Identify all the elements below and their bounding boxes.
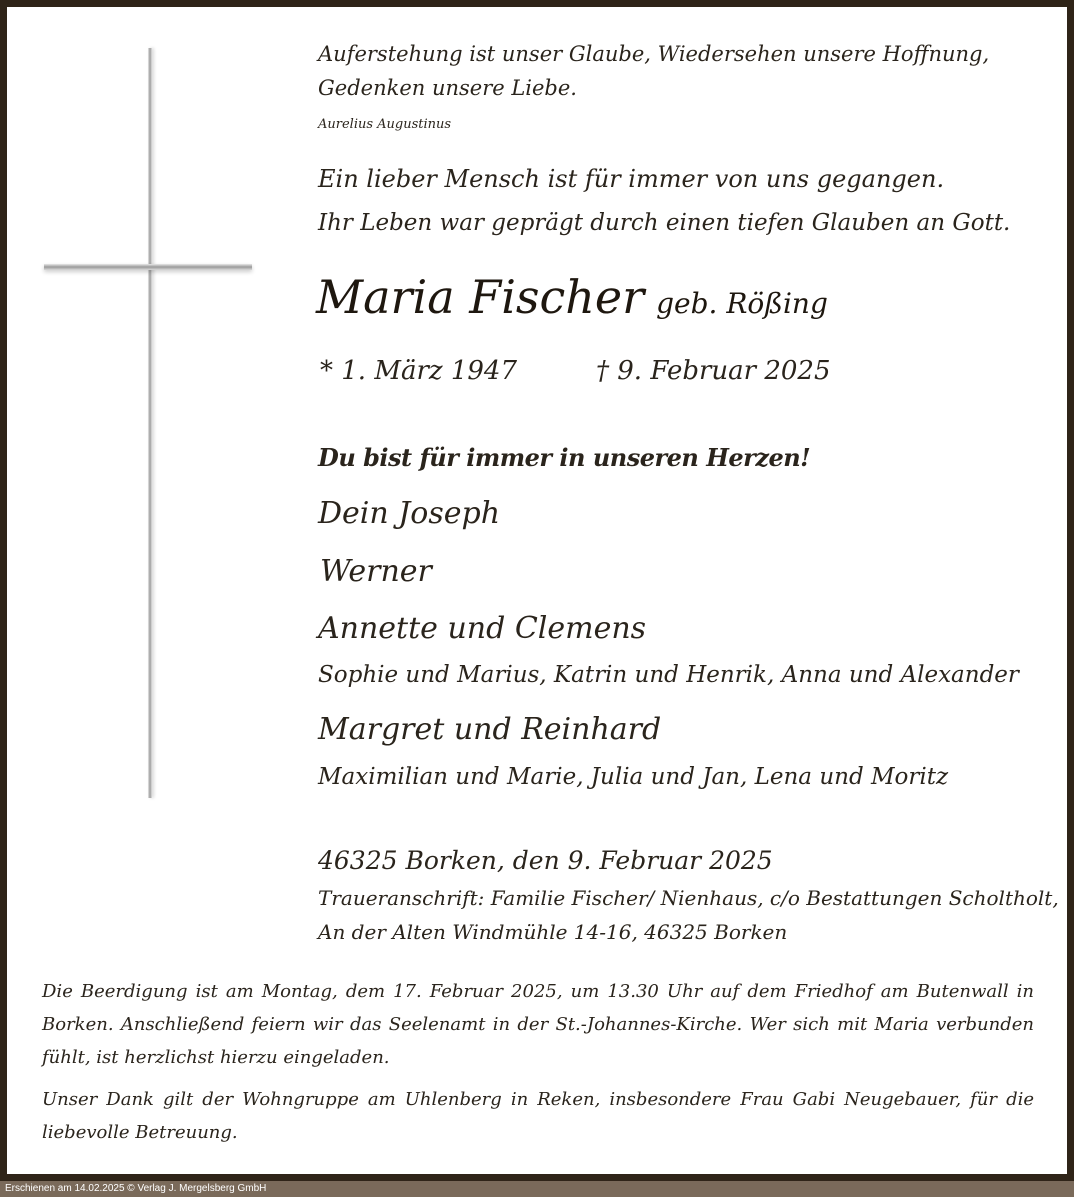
quote-line-2: Gedenken unsere Liebe. [318, 76, 577, 100]
motto: Du bist für immer in unseren Herzen! [318, 443, 811, 472]
thanks-text: Unser Dank gilt der Wohngruppe am Uhlenberg in Reken, insbesondere Frau Gabi Neugebauer, für die liebevolle Betreuung. [42, 1089, 1034, 1143]
quote-line-1: Auferstehung ist unser Glaube, Wiedersehen unsere Hoffnung, [318, 42, 990, 66]
quote-author: Aurelius Augustinus [318, 117, 452, 132]
funeral-text: Die Beerdigung ist am Montag, dem 17. Februar 2025, um 13.30 Uhr auf dem Friedhof am Butenwall in Borken. Anschließend feiern wir das Seelenamt in der St.-Johannes-Kirche. Wer sich mit Maria verbunden fühlt, ist herzlichst hierzu eingeladen. [42, 981, 1034, 1068]
name-text: Maria Fischer [316, 270, 645, 324]
birth-date: * 1. März 1947 [320, 356, 518, 386]
mourner-3-children: Sophie und Marius, Katrin und Henrik, Anna und Alexander [318, 662, 1019, 688]
mourner-4: Margret und Reinhard [318, 712, 662, 747]
mourner-2: Werner [320, 554, 432, 589]
intro-line-2: Ihr Leben war geprägt durch einen tiefen Glauben an Gott. [318, 210, 1011, 236]
mourner-4-children: Maximilian und Marie, Julia und Jan, Lena und Moritz [318, 764, 949, 790]
address-line-1: Traueranschrift: Familie Fischer/ Nienhaus, c/o Bestattungen Scholtholt, [318, 886, 1059, 910]
death-date: † 9. Februar 2025 [596, 356, 831, 386]
mourner-3: Annette und Clemens [318, 611, 647, 646]
mourner-1: Dein Joseph [318, 496, 501, 531]
cross-icon [148, 48, 152, 798]
address-line-2: An der Alten Windmühle 14-16, 46325 Borken [318, 920, 788, 944]
intro-line-1: Ein lieber Mensch ist für immer von uns gegangen. [318, 165, 945, 193]
cross-icon-bar [44, 264, 252, 270]
maiden-name: geb. Rößing [656, 287, 828, 320]
publication-footer: Erschienen am 14.02.2025 © Verlag J. Mergelsberg GmbH [0, 1181, 1074, 1197]
place-date: 46325 Borken, den 9. Februar 2025 [318, 846, 773, 875]
deceased-name [316, 270, 828, 324]
